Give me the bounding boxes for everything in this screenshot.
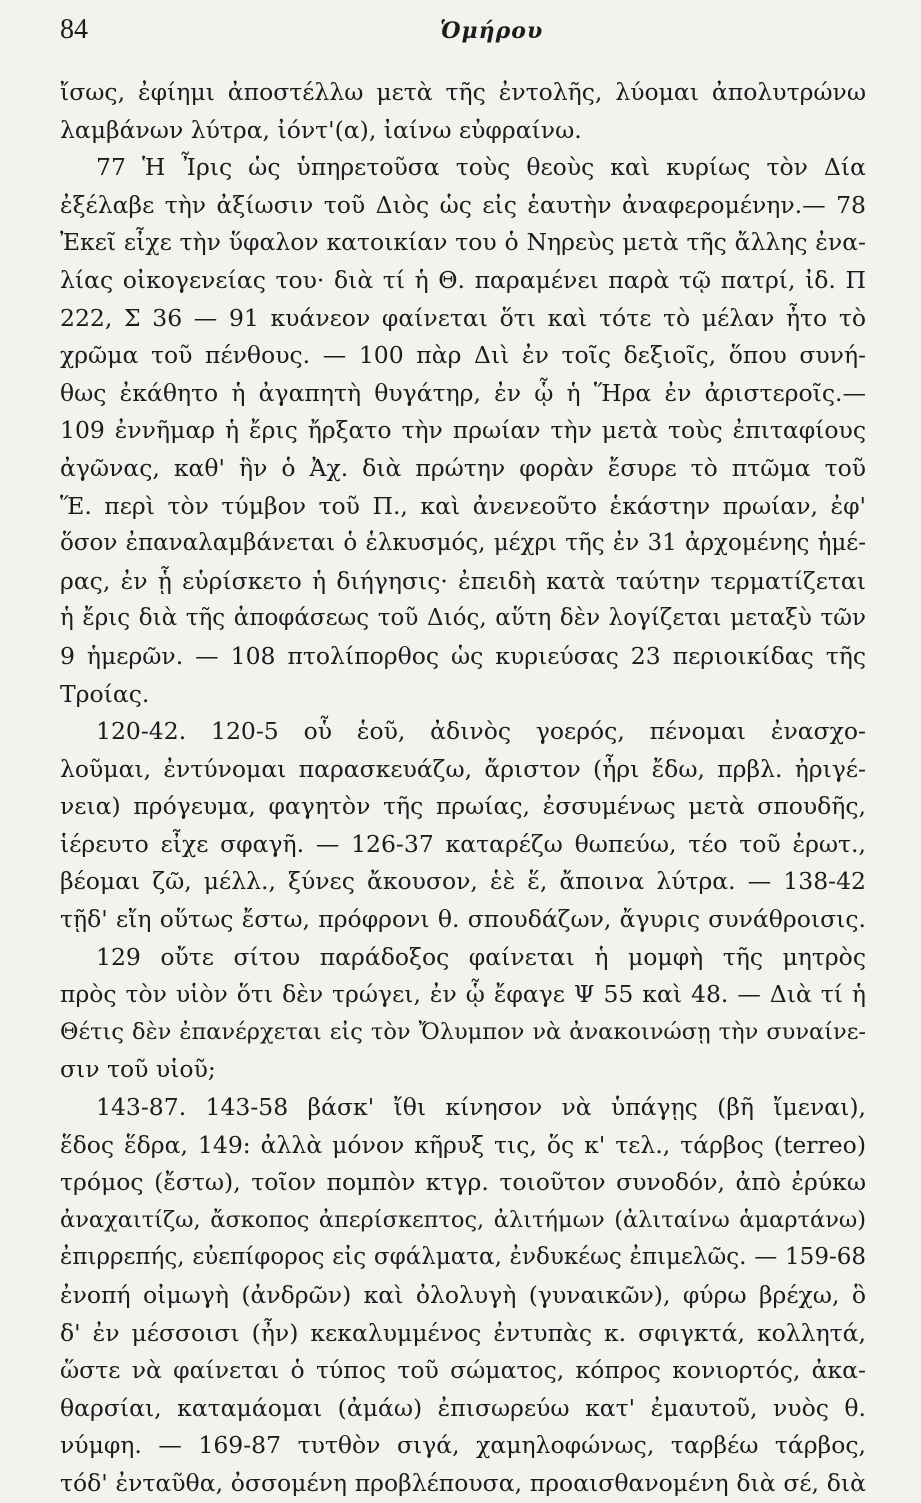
text-line: Θέτις δὲν ἐπανέρχεται εἰς τὸν Ὄλυμπον νὰ ἀνακοινώσῃ τὴν συναίνε- [60,1018,866,1045]
text-line: ἱέρευτο εἶχε σφαγῆ. — 126-37 καταρέζω θωπεύω, τέο τοῦ ἐρωτ., [60,829,866,858]
text-line: λίας οἰκογενείας του· διὰ τί ἡ Θ. παραμένει παρὰ τῷ πατρί, ἰδ. Π [60,265,866,294]
text-line: βέομαι ζῶ, μέλλ., ξύνες ἄκουσον, ἑὲ ἕ, ἄποινα λύτρα. — 138-42 [60,867,866,896]
page-number: 84 [60,14,88,45]
text-line: σιν τοῦ υἱοῦ; [60,1055,216,1084]
text-line: λαμβάνων λύτρα, ἰόντ'(α), ἰαίνω εὐφραίνω. [60,115,582,144]
text-line: νύμφη. — 169-87 τυτθὸν σιγά, χαμηλοφώνως, ταρβέω τάρβος, [60,1431,866,1460]
text-line: δ' ἐν μέσσοισι (ἦν) κεκαλυμμένος ἐντυπὰς κ. σφιγκτά, κολλητά, [60,1318,866,1347]
text-line: θαρσίαι, καταμάομαι (ἀμάω) ἐπισωρεύω κατ' ἐμαυτοῦ, νυὸς θ. [60,1393,866,1422]
text-line: ἀναχαιτίζω, ἄσκοπος ἀπερίσκεπτος, ἀλιτήμων (ἀλιταίνω ἁμαρτάνω) [60,1206,866,1233]
text-line: Ἕ. περὶ τὸν τύμβον τοῦ Π., καὶ ἀνενεοῦτο ἑκάστην πρωίαν, ἐφ' [60,491,866,520]
running-head: Ὁμήρου [440,18,544,44]
text-line: 109 ἐννῆμαρ ἡ ἔρις ἤρξατο τὴν πρωίαν τὴν μετὰ τοὺς ἐπιταφίους [60,416,866,445]
text-line: τρόμος (ἔστω), τοῖον πομπὸν κτγρ. τοιοῦτον συνοδόν, ἀπὸ ἐρύκω [60,1168,866,1197]
text-line: ἕδος ἕδρα, 149: ἀλλὰ μόνον κῆρυξ τις, ὅς κ' τελ., τάρβος (terreo) [60,1130,866,1159]
text-line: ὅσον ἐπαναλαμβάνεται ὁ ἑλκυσμός, μέχρι τῆς ἐν 31 ἀρχομένης ἡμέ- [60,530,866,557]
text-line: ἐπιρρεπής, εὐεπίφορος εἰς σφάλματα, ἐνδυκέως ἐπιμελῶς. — 159-68 [60,1244,866,1271]
text-line: λοῦμαι, ἐντύνομαι παρασκευάζω, ἄριστον (ἦρι ἔδω, πρβλ. ἠριγέ- [60,754,866,783]
text-line: 77 Ἡ Ἶρις ὡς ὑπηρετοῦσα τοὺς θεοὺς καὶ κυρίως τὸν Δία [96,153,866,182]
text-line: Τροίας. [60,679,150,708]
commentary-text [60,74,866,1503]
text-line: ἴσως, ἐφίημι ἀποστέλλω μετὰ τῆς ἐντολῆς, λύομαι ἀπολυτρώνω [60,78,866,106]
section-heading-line: 120-42. 120-5 οὗ ἑοῦ, ἀδινὸς γοερός, πένομαι ἐνασχο- [96,717,866,746]
text-line: τῇδ' εἴη οὕτως ἔστω, πρόφρονι θ. σπουδάζων, ἄγυρις συνάθροισις. [60,905,866,934]
page-header [60,14,860,54]
text-line: ρας, ἐν ᾗ εὑρίσκετο ἡ διήγησις· ἐπειδὴ κατὰ ταύτην τερματίζεται [60,566,866,595]
text-line: ἀγῶνας, καθ' ἣν ὁ Ἀχ. διὰ πρώτην φορὰν ἔσυρε τὸ πτῶμα τοῦ [60,453,866,482]
text-line: θως ἐκάθητο ἡ ἀγαπητὴ θυγάτηρ, ἐν ᾧ ἡ Ἥρα ἐν ἀριστεροῖς.— [60,378,866,407]
section-heading-line: 143-87. 143-58 βάσκ' ἴθι κίνησον νὰ ὑπάγῃς (βῆ ἴμεναι), [96,1093,866,1122]
text-line: 9 ἡμερῶν. — 108 πτολίπορθος ὡς κυριεύσας 23 περιοικίδας τῆς [60,641,866,670]
text-line: ὥστε νὰ φαίνεται ὁ τύπος τοῦ σώματος, κόπρος κονιορτός, ἀκα- [60,1356,866,1385]
text-line: χρῶμα τοῦ πένθους. — 100 πὰρ Διὶ ἐν τοῖς δεξιοῖς, ὅπου συνή- [60,341,866,370]
text-line: πρὸς τὸν υἱὸν ὅτι δὲν τρώγει, ἐν ᾧ ἔφαγε Ψ 55 καὶ 48. — Διὰ τί ἡ [60,980,866,1009]
text-line: ἡ ἔρις διὰ τῆς ἀποφάσεως τοῦ Διός, αὕτη δὲν λογίζεται μεταξὺ τῶν [60,605,866,632]
text-line: νεια) πρόγευμα, φαγητὸν τῆς πρωίας, ἐσσυμένως μετὰ σπουδῆς, [60,792,866,821]
text-line: ἐνοπή οἰμωγὴ (ἀνδρῶν) καὶ ὀλολυγὴ (γυναικῶν), φύρω βρέχω, ὃ [60,1281,866,1309]
text-line: Ἐκεῖ εἶχε τὴν ὕφαλον κατοικίαν του ὁ Νηρεὺς μετὰ τῆς ἄλλης ἐνα- [60,228,866,257]
text-line: τόδ' ἐνταῦθα, ὀσσομένη προβλέπουσα, προαισθανομένη διὰ σέ, διὰ [60,1468,866,1497]
text-line: 129 οὔτε σίτου παράδοξος φαίνεται ἡ μομφὴ τῆς μητρὸς [96,942,866,971]
text-line: ἐξέλαβε τὴν ἀξίωσιν τοῦ Διὸς ὡς εἰς ἑαυτὴν ἀναφερομένην.— 78 [60,190,866,219]
text-line: 222, Σ 36 — 91 κυάνεον φαίνεται ὅτι καὶ τότε τὸ μέλαν ἦτο τὸ [60,303,866,332]
